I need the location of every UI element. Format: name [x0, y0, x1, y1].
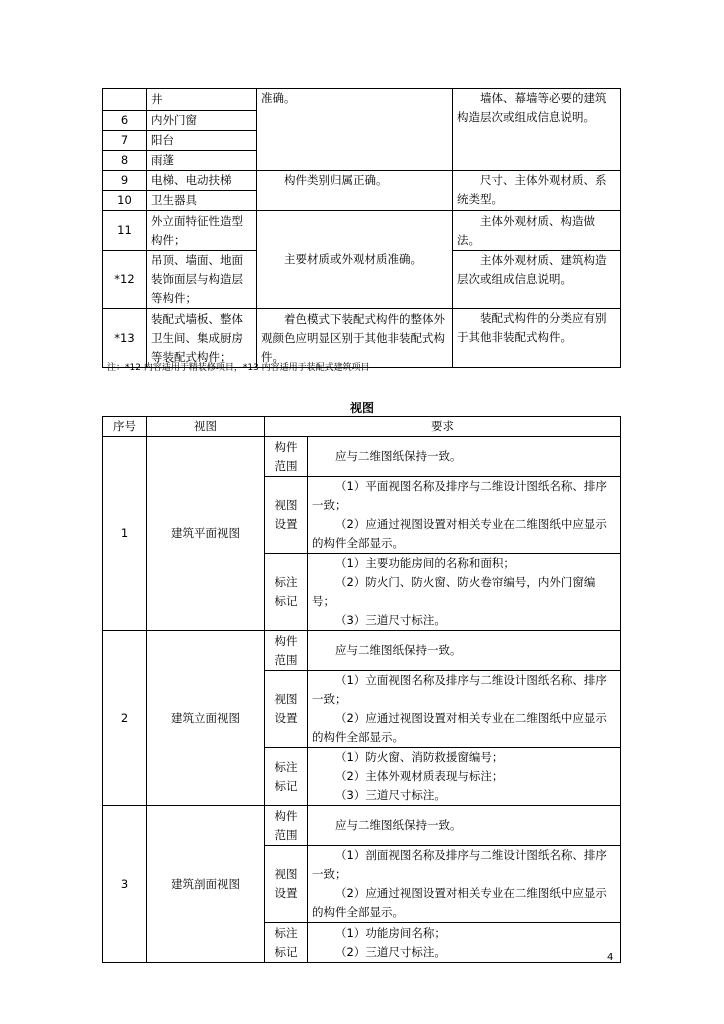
- setting-line-1: （1）立面视图名称及排序与二维设计图纸名称、排序一致；: [312, 673, 607, 706]
- table-row: [103, 211, 621, 251]
- mark-line: （2）防火门、防火窗、防火卷帘编号，内外门窗编号；: [312, 575, 596, 608]
- requirement-cell: 构件类别归属正确。: [257, 171, 453, 211]
- setting-line-1: （1）剖面视图名称及排序与二维设计图纸名称、排序一致；: [312, 848, 607, 881]
- component-item: 井: [147, 89, 257, 111]
- row-number: 3: [103, 806, 147, 963]
- info-cell: 主体外观材质、构造做法。: [453, 211, 621, 251]
- row-number: *13: [103, 309, 147, 368]
- scope-text: 应与二维图纸保持一致。: [308, 631, 621, 671]
- label-scope: 构件范围: [265, 806, 308, 846]
- table-row: [103, 89, 621, 111]
- header-row: [103, 417, 621, 437]
- setting-text: [308, 477, 621, 554]
- label-mark: 标注标记: [265, 554, 308, 631]
- table-row: [103, 437, 621, 477]
- table-note: 注：*12 内容适用于精装修项目，*13 内容适用于装配式建筑项目: [107, 363, 370, 373]
- row-number: 7: [103, 131, 147, 151]
- table-row: [103, 631, 621, 671]
- header-requirement: 要求: [265, 417, 621, 437]
- setting-line-2: （2）应通过视图设置对相关专业在二维图纸中应显示的构件全部显示。: [312, 711, 607, 744]
- table-title: 视图: [349, 401, 374, 415]
- setting-text: [308, 671, 621, 748]
- mark-line: （1）功能房间名称；: [335, 925, 446, 940]
- component-item: 卫生器具: [147, 191, 257, 211]
- view-name: 建筑剖面视图: [147, 806, 265, 963]
- setting-text: [308, 846, 621, 923]
- label-mark: 标注标记: [265, 923, 308, 963]
- setting-line-2: （2）应通过视图设置对相关专业在二维图纸中应显示的构件全部显示。: [312, 517, 607, 550]
- row-number: 10: [103, 191, 147, 211]
- view-name: 建筑平面视图: [147, 437, 265, 631]
- mark-line: （3）三道尺寸标注。: [335, 613, 446, 627]
- row-number: 8: [103, 151, 147, 171]
- label-mark: 标注标记: [265, 748, 308, 806]
- label-setting: 视图设置: [265, 671, 308, 748]
- setting-line-2: （2）应通过视图设置对相关专业在二维图纸中应显示的构件全部显示。: [312, 886, 607, 919]
- mark-text: [308, 923, 621, 963]
- component-item: 电梯、电动扶梯: [147, 171, 257, 191]
- row-number: 9: [103, 171, 147, 191]
- scope-text: 应与二维图纸保持一致。: [308, 437, 621, 477]
- mark-line: （1）主要功能房间的名称和面积；: [335, 556, 515, 570]
- label-setting: 视图设置: [265, 477, 308, 554]
- view-name: 建筑立面视图: [147, 631, 265, 806]
- mark-line: （3）三道尺寸标注。: [335, 788, 446, 802]
- info-cell: 墙体、幕墙等必要的建筑构造层次或组成信息说明。: [453, 89, 621, 171]
- info-cell: 装配式构件的分类应有别于其他非装配式构件。: [453, 309, 621, 368]
- table-row: [103, 171, 621, 191]
- mark-text: [308, 748, 621, 806]
- row-number: 2: [103, 631, 147, 806]
- info-cell: 主体外观材质、建筑构造层次或组成信息说明。: [453, 251, 621, 309]
- component-item: 吊顶、墙面、地面装饰面层与构造层等构件；: [147, 251, 257, 309]
- row-number: *12: [103, 251, 147, 309]
- component-item: 雨蓬: [147, 151, 257, 171]
- mark-line: （1）防火窗、消防救援窗编号；: [335, 750, 504, 764]
- label-scope: 构件范围: [265, 631, 308, 671]
- info-cell: 尺寸、主体外观材质、系统类型。: [453, 171, 621, 211]
- mark-line: （2）主体外观材质表现与标注；: [335, 769, 504, 783]
- header-view: 视图: [147, 417, 265, 437]
- component-item: 内外门窗: [147, 111, 257, 131]
- row-number: 11: [103, 211, 147, 251]
- scope-text: 应与二维图纸保持一致。: [308, 806, 621, 846]
- view-table: [102, 416, 621, 963]
- component-item: 阳台: [147, 131, 257, 151]
- requirement-cell: 主要材质或外观材质准确。: [257, 211, 453, 309]
- mark-line: （2）三道尺寸标注。: [335, 944, 446, 959]
- row-number: [103, 89, 147, 111]
- row-number: 1: [103, 437, 147, 631]
- row-number: 6: [103, 111, 147, 131]
- table-row: [103, 309, 621, 368]
- mark-text: [308, 554, 621, 631]
- requirement-cell: 准确。: [257, 89, 453, 171]
- component-item: 装配式墙板、整体卫生间、集成厨房等装配式构件；: [147, 309, 257, 368]
- page-number: 4: [607, 952, 614, 963]
- setting-line-1: （1）平面视图名称及排序与二维设计图纸名称、排序一致；: [312, 479, 607, 512]
- label-scope: 构件范围: [265, 437, 308, 477]
- component-item: 外立面特征性造型构件；: [147, 211, 257, 251]
- table-row: [103, 806, 621, 846]
- component-table: [102, 88, 621, 368]
- label-setting: 视图设置: [265, 846, 308, 923]
- requirement-cell: 着色模式下装配式构件的整体外观颜色应明显区别于其他非装配式构件。: [257, 309, 453, 368]
- header-no: 序号: [103, 417, 147, 437]
